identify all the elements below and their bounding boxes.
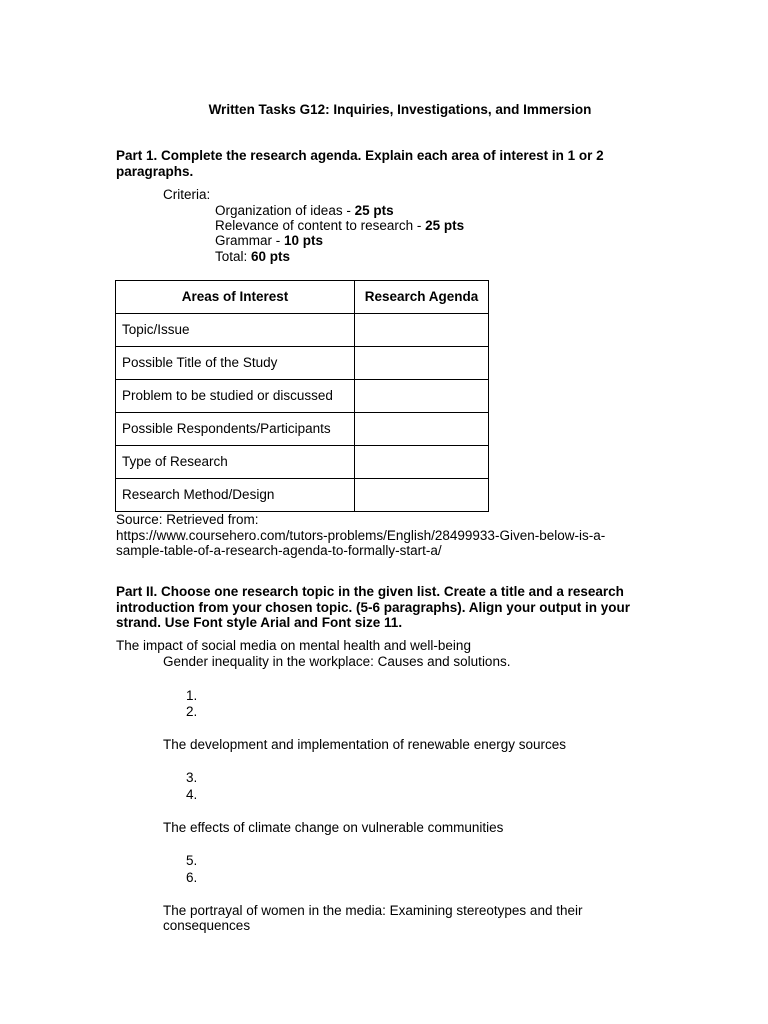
research-agenda-table xyxy=(115,280,489,512)
source-url-line: sample-table-of-a-research-agenda-to-formally-start-a/ xyxy=(116,543,442,558)
table-row xyxy=(116,380,489,413)
criteria-item: Relevance of content to research - 25 pts xyxy=(215,218,465,233)
agenda-cell[interactable] xyxy=(355,347,489,380)
topic-item: The effects of climate change on vulnerable communities xyxy=(163,820,504,835)
column-header: Areas of Interest xyxy=(116,281,355,314)
source-label: Source: Retrieved from: xyxy=(116,512,259,527)
area-cell: Type of Research xyxy=(116,446,355,479)
list-number: 3. xyxy=(186,770,198,785)
topic-item: The development and implementation of renewable energy sources xyxy=(163,737,566,752)
list-number: 5. xyxy=(186,853,198,868)
agenda-cell[interactable] xyxy=(355,380,489,413)
agenda-cell[interactable] xyxy=(355,479,489,512)
topic-item: The portrayal of women in the media: Examining stereotypes and their xyxy=(163,903,583,918)
topic-item: The impact of social media on mental health and well-being xyxy=(116,638,471,653)
criteria-item: Total: 60 pts xyxy=(215,249,291,264)
table-row xyxy=(116,446,489,479)
document-title: Written Tasks G12: Inquiries, Investigations, and Immersion xyxy=(208,102,592,117)
part1-instruction: Part 1. Complete the research agenda. Explain each area of interest in 1 or 2 paragraphs. xyxy=(116,148,604,179)
area-cell: Possible Title of the Study xyxy=(116,347,355,380)
source-url-line: https://www.coursehero.com/tutors-problems/English/28499933-Given-below-is-a- xyxy=(116,528,606,543)
criteria-item: Grammar - 10 pts xyxy=(215,233,324,248)
criteria-item: Organization of ideas - 25 pts xyxy=(215,203,394,218)
table-row xyxy=(116,347,489,380)
table-header-row xyxy=(116,281,489,314)
list-number: 1. xyxy=(186,688,198,703)
agenda-cell[interactable] xyxy=(355,314,489,347)
table-row xyxy=(116,314,489,347)
list-number: 2. xyxy=(186,704,198,719)
area-cell: Possible Respondents/Participants xyxy=(116,413,355,446)
agenda-cell[interactable] xyxy=(355,446,489,479)
area-cell: Research Method/Design xyxy=(116,479,355,512)
area-cell: Topic/Issue xyxy=(116,314,355,347)
criteria-label: Criteria: xyxy=(163,187,211,202)
table-row xyxy=(116,479,489,512)
list-number: 6. xyxy=(186,870,198,885)
table-row xyxy=(116,413,489,446)
column-header: Research Agenda xyxy=(355,281,489,314)
topic-item: Gender inequality in the workplace: Causes and solutions. xyxy=(163,654,511,669)
part2-instruction: Part II. Choose one research topic in the given list. Create a title and a research introduction from your chosen topic. (5-6 paragraphs). Align your output in your strand. Use Font style Arial and Font size 11. xyxy=(116,584,631,630)
agenda-cell[interactable] xyxy=(355,413,489,446)
list-number: 4. xyxy=(186,787,198,802)
topic-item: consequences xyxy=(163,918,251,933)
area-cell: Problem to be studied or discussed xyxy=(116,380,355,413)
